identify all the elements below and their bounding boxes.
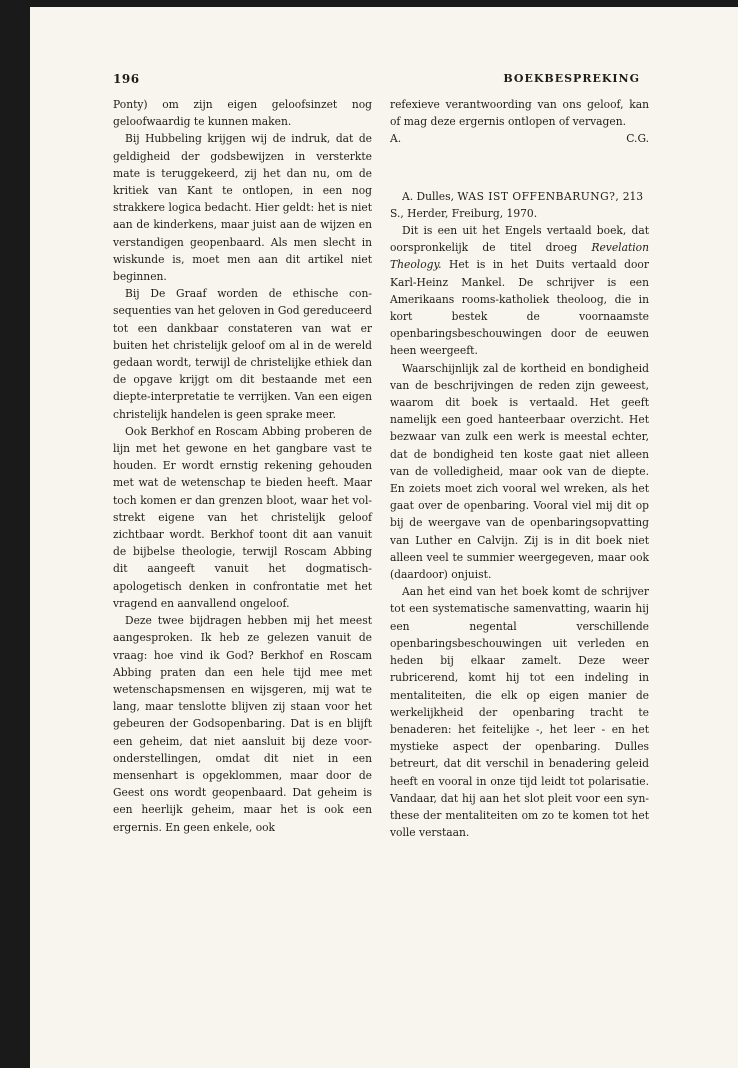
citation-author: A. Dulles, — [402, 189, 455, 203]
scan-edge-left — [0, 0, 30, 1068]
citation-details: 213 S., Herder, Freiburg, 1970. — [390, 189, 644, 220]
review-paragraph — [390, 222, 649, 360]
citation-title: WAS IST OFFENBARUNG?, — [457, 189, 620, 203]
review-paragraph: Aan het eind van het boek komt de schrijver tot een systematische samenvatting, waarin hij een negental verschillende openbaringsbeschouwingen uit verleden en heden bij elkaar zamelt. Deze weer rubricerend, komt hij tot een indeling in mentaliteiten, die elk op eigen manier de werkelijkheid der openbaring tracht te benaderen: het feitelijke -, het leer - en het mystieke aspect der openbaring. Dulles betreurt, dat dit verschil in benadering geleid heeft en vooral in onze tijd leidt tot polarisatie. Vandaar, dat hij aan het slot pleit voor een synthese der mentaliteiten om zo te komen tot het volle verstaan. — [390, 585, 649, 840]
running-title: BOEKBESPREKING — [503, 72, 640, 85]
review-closing-paragraph: refexieve verantwoording van ons geloof, kan of mag deze ergernis ontlopen of vervagen. — [390, 98, 649, 129]
para1-before-title: Dit is een uit het Engels vertaald boek, dat oorspronkelijk de titel droeg — [390, 224, 649, 255]
review-paragraph: Waarschijnlijk zal de kortheid en bondigheid van de beschrijvingen de reden zijn geweest, waarom dit boek is vertaald. Het geeft namelijk een goed hanteerbaar overzicht. Het bezwaar van zulk een werk is meestal echter, dat de bondigheid ten koste gaat niet alleen van de volledigheid, maar ook van de diepte. En zoiets moet zich vooral wel wreken, als het gaat over de openbaring. Vooral viel mij dit op bij de weergave van de openbaringsopvatting van Luther en Calvijn. Zij is in dit boek niet alleen veel te summier weergegeven, maar ook (daardoor) onjuist. — [390, 361, 649, 582]
para1-after-title: Het is in het Duits vertaald door Karl-Heinz Mankel. De schrijver is een Amerikaans rooms-katholiek theoloog, die in kort bestek de voornaamste openbaringsbeschouwingen door de eeuwen heen weergeeft. — [390, 258, 649, 358]
left-paragraph: Bij De Graaf worden de ethische consequenties van het geloven in God gereduceerd tot een dankbaar constateren van wat er buiten het christelijk geloof om al in de wereld gedaan wordt, terwijl de christelijke ethiek dan de opgave krijgt om dit bestaande met een diepte-interpretatie te verrijken. Van een eigen christelijk handelen is geen sprake meer. — [113, 287, 372, 421]
scan-edge-top — [0, 0, 738, 7]
right-column — [390, 96, 649, 841]
left-paragraph: Ponty) om zijn eigen geloofsinzet nog geloofwaardig te kunnen maken. — [113, 98, 372, 129]
left-paragraph: Ook Berkhof en Roscam Abbing proberen de lijn met het gewone en het gangbare vast te houden. Er wordt ernstig rekening gehouden met wat de wetenschap te bieden heeft. Maar toch komen er dan grenzen bloot, waar het volstrekt eigene van het christelijk geloof zichtbaar wordt. Berkhof toont dit aan vanuit de bijbelse theologie, terwijl Roscam Abbing dit aangeeft vanuit het dogmatisch-apologetisch denken in confrontatie met het vragend en aanvallend ongeloof. — [113, 424, 372, 610]
left-paragraph: Deze twee bijdragen hebben mij het meest aangesproken. Ik heb ze gelezen vanuit de vraag: hoe vind ik God? Berkhof en Roscam Abbing praten dan een hele tijd mee met wetenschapsmensen en wijsgeren, mij wat te lang, maar tenslotte blijven zij staan voor het gebeuren der Godsopenbaring. Dat is en blijft een geheim, dat niet aansluit bij deze vooronderstellingen, omdat dit niet in een mensenhart is opgeklommen, maar door de Geest ons wordt geopenbaard. Dat geheim is een heerlijk geheim, maar het is ook een ergernis. En geen enkele, ook — [113, 614, 372, 834]
signoff-initials-right: C.G. — [626, 132, 649, 146]
book-citation — [390, 188, 649, 222]
reviewer-signoff — [390, 130, 649, 147]
signoff-initial-left: A. — [390, 132, 402, 146]
page-number: 196 — [113, 72, 140, 86]
original-book-title: Revelation Theology. — [390, 241, 649, 272]
left-paragraph: Bij Hubbeling krijgen wij de indruk, dat de geldigheid der godsbewijzen in versterkte mate is teruggekeerd, zij het dan nu, om de kritiek van Kant te ontlopen, in een nog strakkere logica bedacht. Hier geldt: het is niet aan de kinderkens, maar juist aan de wijzen en verstandigen geopenbaard. Als men slecht in wiskunde is, moet men aan dit artikel niet beginnen. — [113, 132, 372, 284]
left-column — [113, 96, 372, 836]
section-gap — [390, 148, 649, 188]
